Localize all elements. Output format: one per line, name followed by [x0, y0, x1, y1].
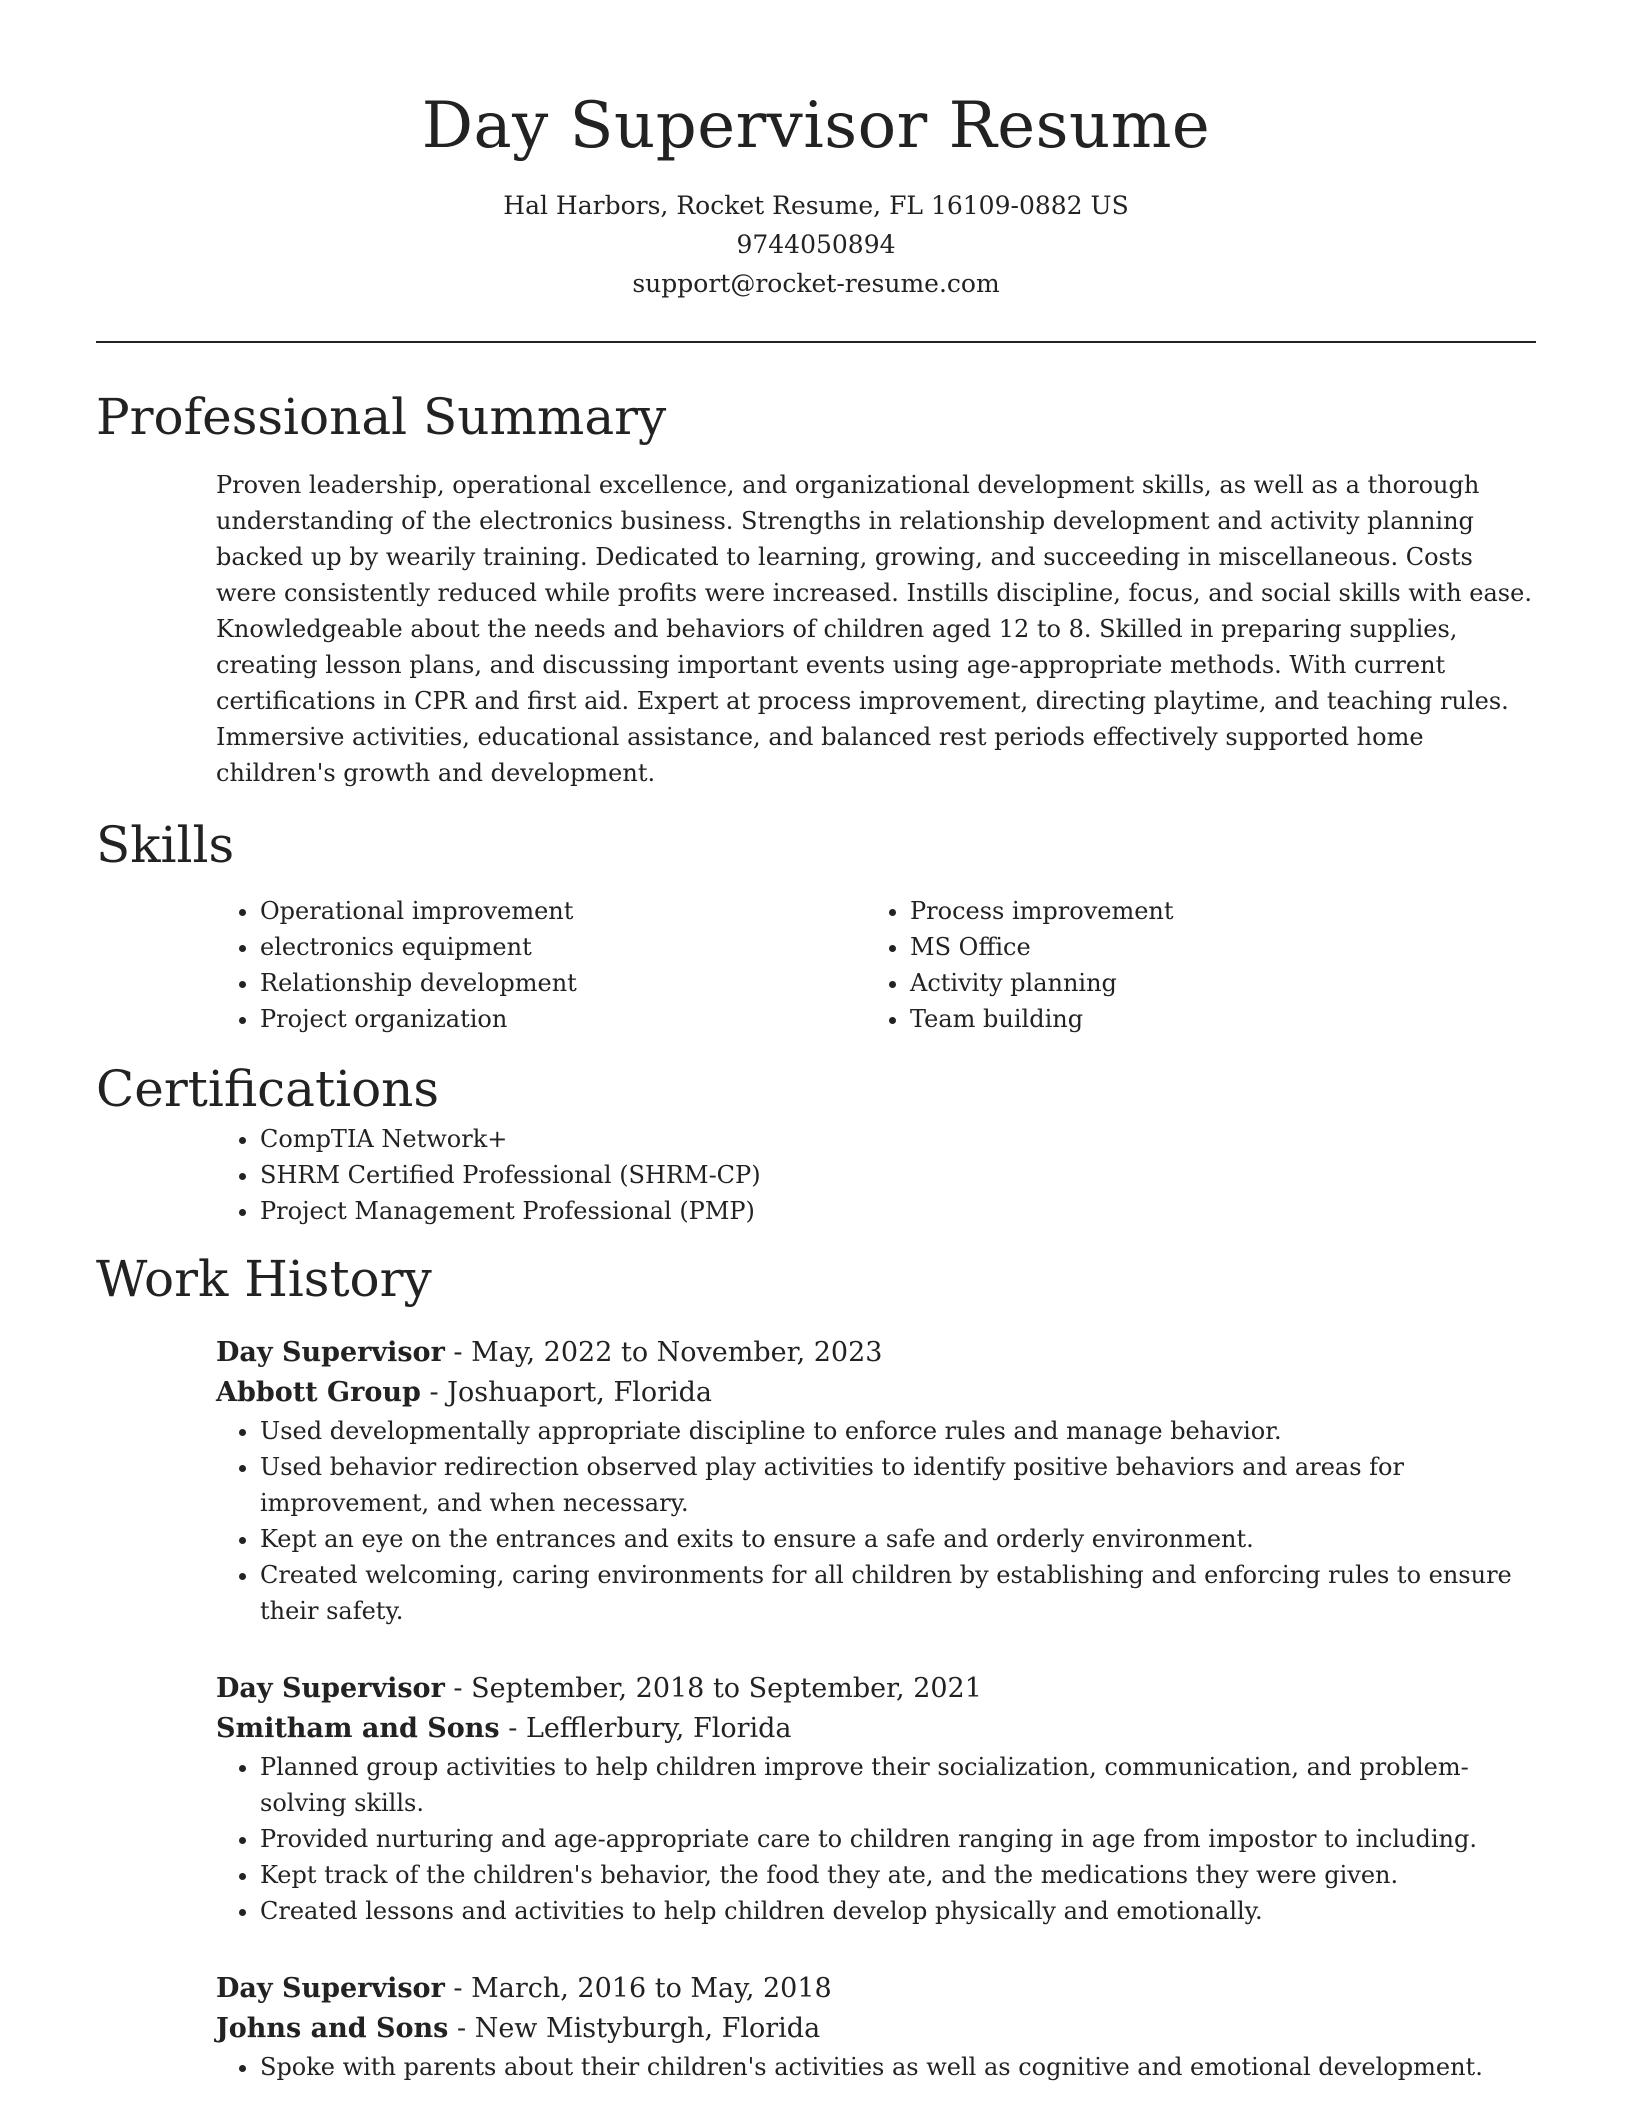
job-company: Abbott Group	[216, 1377, 421, 1408]
resume-title: Day Supervisor Resume	[421, 89, 1211, 163]
certification-item: • Project Management Professional (PMP)	[260, 1193, 1536, 1229]
skills-list-right	[866, 893, 1516, 1037]
job-dates: September, 2018 to September, 2021	[471, 1673, 982, 1704]
section-title-skills: Skills	[96, 816, 235, 874]
job-company-line	[216, 1373, 1536, 1413]
job-entry	[216, 1969, 1536, 2085]
contact-email: support@rocket-resume.com	[632, 269, 1000, 298]
header-divider	[96, 341, 1536, 343]
summary-text: Proven leadership, operational excellence, and organizational development skills, as well as a thorough understanding of the electronics business. Strengths in relationship development and activity planning backed up by wearily training. Dedicated to learning, growing, and succeeding in miscellaneous. Costs were consistently reduced while profits were increased. Instills discipline, focus, and social skills with ease. Knowledgeable about the needs and behaviors of children aged 12 to 8. Skilled in preparing supplies, creating lesson plans, and discussing important events using age-appropriate methods. With current certifications in CPR and first aid. Expert at process improvement, directing playtime, and teaching rules. Immersive activities, educational assistance, and balanced rest periods effectively supported home children's growth and development.	[216, 471, 1532, 787]
job-separator: -	[444, 1337, 472, 1368]
section-title-summary: Professional Summary	[96, 388, 667, 446]
skills-section	[216, 893, 1536, 1037]
summary-section	[216, 467, 1536, 791]
skill-item: • Team building	[910, 1001, 1516, 1037]
job-bullet: • Kept track of the children's behavior, the food they ate, and the medications they were given.	[260, 1857, 1536, 1893]
skills-column-right	[866, 893, 1516, 1037]
job-entry	[216, 1669, 1536, 1929]
skills-list-left	[216, 893, 866, 1037]
job-bullet: • Used developmentally appropriate discipline to enforce rules and manage behavior.	[260, 1413, 1536, 1449]
job-title-line	[216, 1333, 1536, 1373]
job-dates: March, 2016 to May, 2018	[471, 1973, 832, 2004]
job-location: New Mistyburgh, Florida	[474, 2013, 821, 2044]
skills-grid	[216, 893, 1536, 1037]
job-company: Johns and Sons	[216, 2013, 449, 2044]
resume-page	[96, 0, 1536, 2085]
job-company-line	[216, 2009, 1536, 2049]
resume-header	[96, 0, 1536, 303]
job-bullet: • Kept an eye on the entrances and exits to ensure a safe and orderly environment.	[260, 1521, 1536, 1557]
job-location: Joshuaport, Florida	[447, 1377, 712, 1408]
job-bullet: • Created lessons and activities to help children develop physically and emotionally.	[260, 1893, 1536, 1929]
job-company-line	[216, 1709, 1536, 1749]
contact-phone: 9744050894	[736, 230, 896, 259]
job-bullets	[216, 1413, 1536, 1629]
skill-item: • MS Office	[910, 929, 1516, 965]
job-entry	[216, 1333, 1536, 1629]
job-separator: -	[448, 2013, 475, 2044]
section-title-certifications: Certifications	[96, 1060, 440, 1118]
contact-address: Hal Harbors, Rocket Resume, FL 16109-0882 US	[503, 191, 1129, 220]
job-bullets	[216, 1749, 1536, 1929]
job-dates: May, 2022 to November, 2023	[471, 1337, 883, 1368]
job-bullet: • Used behavior redirection observed play activities to identify positive behaviors and areas for improvement, and when necessary.	[260, 1449, 1536, 1521]
job-separator: -	[444, 1673, 472, 1704]
skill-item: • Operational improvement	[260, 893, 866, 929]
job-separator: -	[444, 1973, 472, 2004]
skill-item: • Activity planning	[910, 965, 1516, 1001]
job-bullets	[216, 2049, 1536, 2085]
job-role: Day Supervisor	[216, 1973, 445, 2004]
skills-column-left	[216, 893, 866, 1037]
job-title-line	[216, 1669, 1536, 1709]
job-bullet: • Created welcoming, caring environments for all children by establishing and enforcing rules to ensure their safety.	[260, 1557, 1536, 1629]
skill-item: • electronics equipment	[260, 929, 866, 965]
job-location: Lefflerbury, Florida	[525, 1713, 792, 1744]
certifications-section	[216, 1121, 1536, 1229]
job-role: Day Supervisor	[216, 1337, 445, 1368]
job-title-line	[216, 1969, 1536, 2009]
contact-info	[96, 186, 1536, 303]
skill-item: • Process improvement	[910, 893, 1516, 929]
section-title-work-history: Work History	[96, 1250, 432, 1308]
job-separator: -	[420, 1377, 448, 1408]
job-role: Day Supervisor	[216, 1673, 445, 1704]
skill-item: • Project organization	[260, 1001, 866, 1037]
certification-item: • SHRM Certified Professional (SHRM-CP)	[260, 1157, 1536, 1193]
job-bullet: • Spoke with parents about their children's activities as well as cognitive and emotional development.	[260, 2049, 1536, 2085]
skill-item: • Relationship development	[260, 965, 866, 1001]
job-bullet: • Provided nurturing and age-appropriate care to children ranging in age from impostor to including.	[260, 1821, 1536, 1857]
job-bullet: • Planned group activities to help children improve their socialization, communication, and problem-solving skills.	[260, 1749, 1536, 1821]
certifications-list	[216, 1121, 1536, 1229]
work-history-section	[216, 1333, 1536, 2085]
job-company: Smitham and Sons	[216, 1713, 500, 1744]
certification-item: • CompTIA Network+	[260, 1121, 1536, 1157]
job-separator: -	[499, 1713, 526, 1744]
